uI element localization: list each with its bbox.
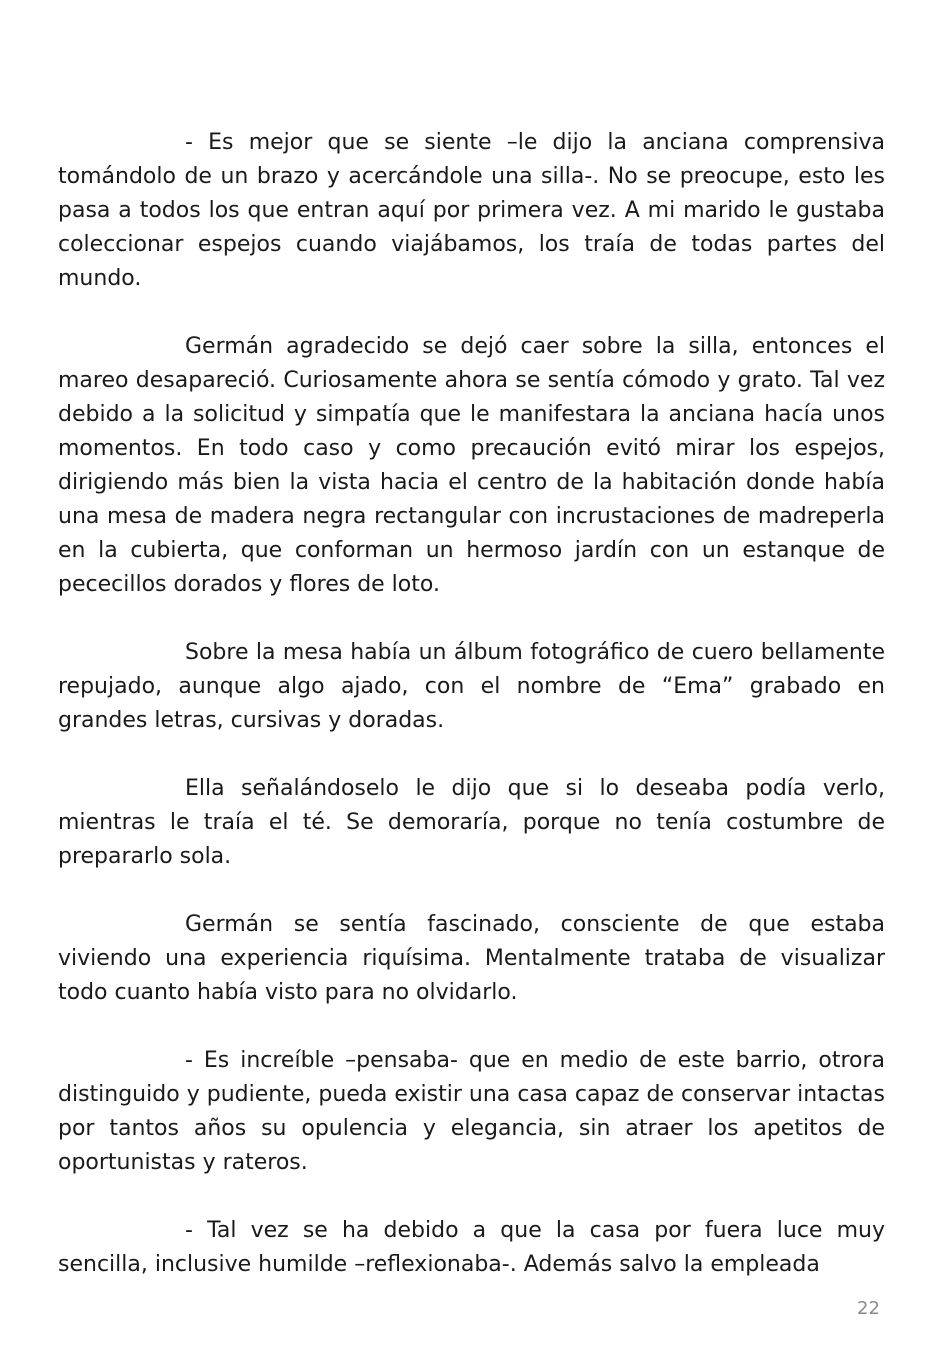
paragraph-2: Germán agradecido se dejó caer sobre la silla, entonces el mareo desapareció. Curiosamente ahora se sentía cómodo y grato. Tal vez debido a la solicitud y simpatía que le manifestara la anciana hacía unos momentos. En todo caso y como precaución evitó mirar los espejos, dirigiendo más bien la vista hacia el centro de la habitación donde había una mesa de madera negra rectangular con incrustaciones de madreperla en la cubierta, que conforman un hermoso jardín con un estanque de pececillos dorados y flores de loto. — [58, 334, 885, 597]
paragraph-4: Ella señalándoselo le dijo que si lo deseaba podía verlo, mientras le traía el té. Se demoraría, porque no tenía costumbre de prepararlo sola. — [58, 776, 885, 869]
paragraph-3: Sobre la mesa había un álbum fotográfico de cuero bellamente repujado, aunque algo ajado, con el nombre de “Ema” grabado en grandes letras, cursivas y doradas. — [58, 640, 885, 733]
page-body — [58, 126, 885, 1316]
page-number: 22 — [857, 1298, 880, 1319]
paragraph-1: - Es mejor que se siente –le dijo la anciana comprensiva tomándolo de un brazo y acercándole una silla-. No se preocupe, esto les pasa a todos los que entran aquí por primera vez. A mi marido le gustaba coleccionar espejos cuando viajábamos, los traía de todas partes del mundo. — [58, 130, 885, 291]
paragraph-6: - Es increíble –pensaba- que en medio de este barrio, otrora distinguido y pudiente, pueda existir una casa capaz de conservar intactas por tantos años su opulencia y elegancia, sin atraer los apetitos de oportunistas y rateros. — [58, 1048, 885, 1175]
paragraph-7: - Tal vez se ha debido a que la casa por fuera luce muy sencilla, inclusive humilde –reflexionaba-. Además salvo la empleada — [58, 1218, 885, 1277]
paragraph-5: Germán se sentía fascinado, consciente de que estaba viviendo una experiencia riquísima. Mentalmente trataba de visualizar todo cuanto había visto para no olvidarlo. — [58, 912, 885, 1005]
